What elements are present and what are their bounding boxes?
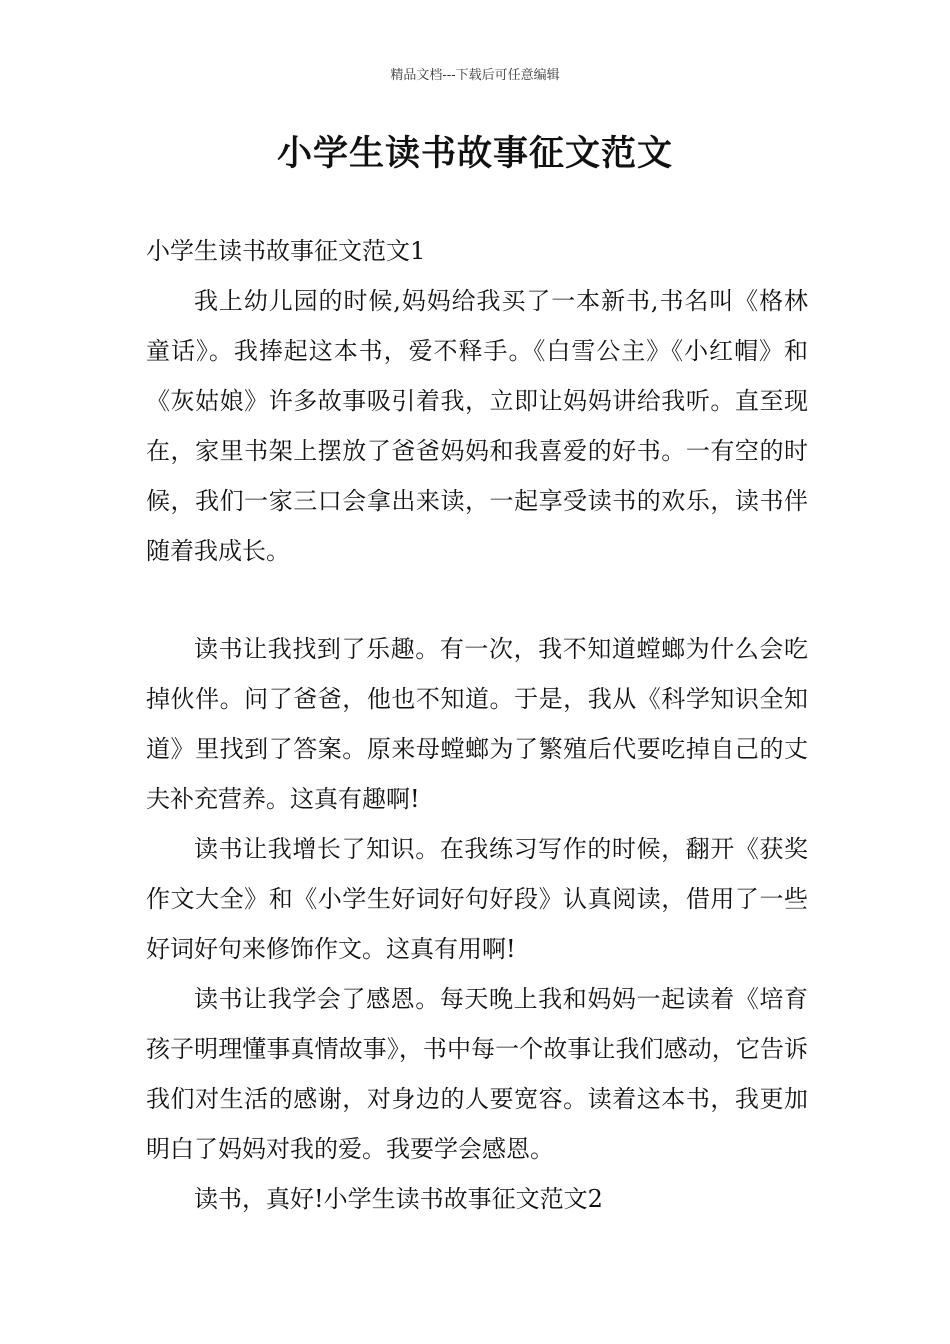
paragraph-1: 我上幼儿园的时候,妈妈给我买了一本新书,书名叫《格林童话》。我捧起这本书，爱不释手。《白雪公主》《小红帽》和《灰姑娘》许多故事吸引着我，立即让妈妈讲给我听。直至现在，家里书架上摆放了爸爸妈妈和我喜爱的好书。一有空的时候，我们一家三口会拿出来读，一起享受读书的欢乐，读书伴随着我成长。: [146, 287, 808, 565]
paragraph-5: 读书，真好!小学生读书故事征文范文2: [194, 1185, 603, 1213]
section-heading: 小学生读书故事征文范文1: [146, 237, 426, 265]
paragraph-2: 读书让我找到了乐趣。有一次，我不知道螳螂为什么会吃掉伙伴。问了爸爸，他也不知道。于是，我从《科学知识全知道》里找到了答案。原来母螳螂为了繁殖后代要吃掉自己的丈夫补充营养。这真有趣啊!: [146, 635, 808, 813]
page-title: 小学生读书故事征文范文: [276, 134, 673, 174]
header-note: 精品文档---下载后可任意编辑: [390, 68, 560, 83]
paragraph-4: 读书让我学会了感恩。每天晚上我和妈妈一起读着《培育孩子明理懂事真情故事》，书中每一个故事让我们感动，它告诉我们对生活的感谢，对身边的人要宽容。读着这本书，我更加明白了妈妈对我的爱。我要学会感恩。: [146, 985, 808, 1163]
paragraph-3: 读书让我增长了知识。在我练习写作的时候，翻开《获奖作文大全》和《小学生好词好句好段》认真阅读，借用了一些好词好句来修饰作文。这真有用啊!: [146, 835, 808, 963]
